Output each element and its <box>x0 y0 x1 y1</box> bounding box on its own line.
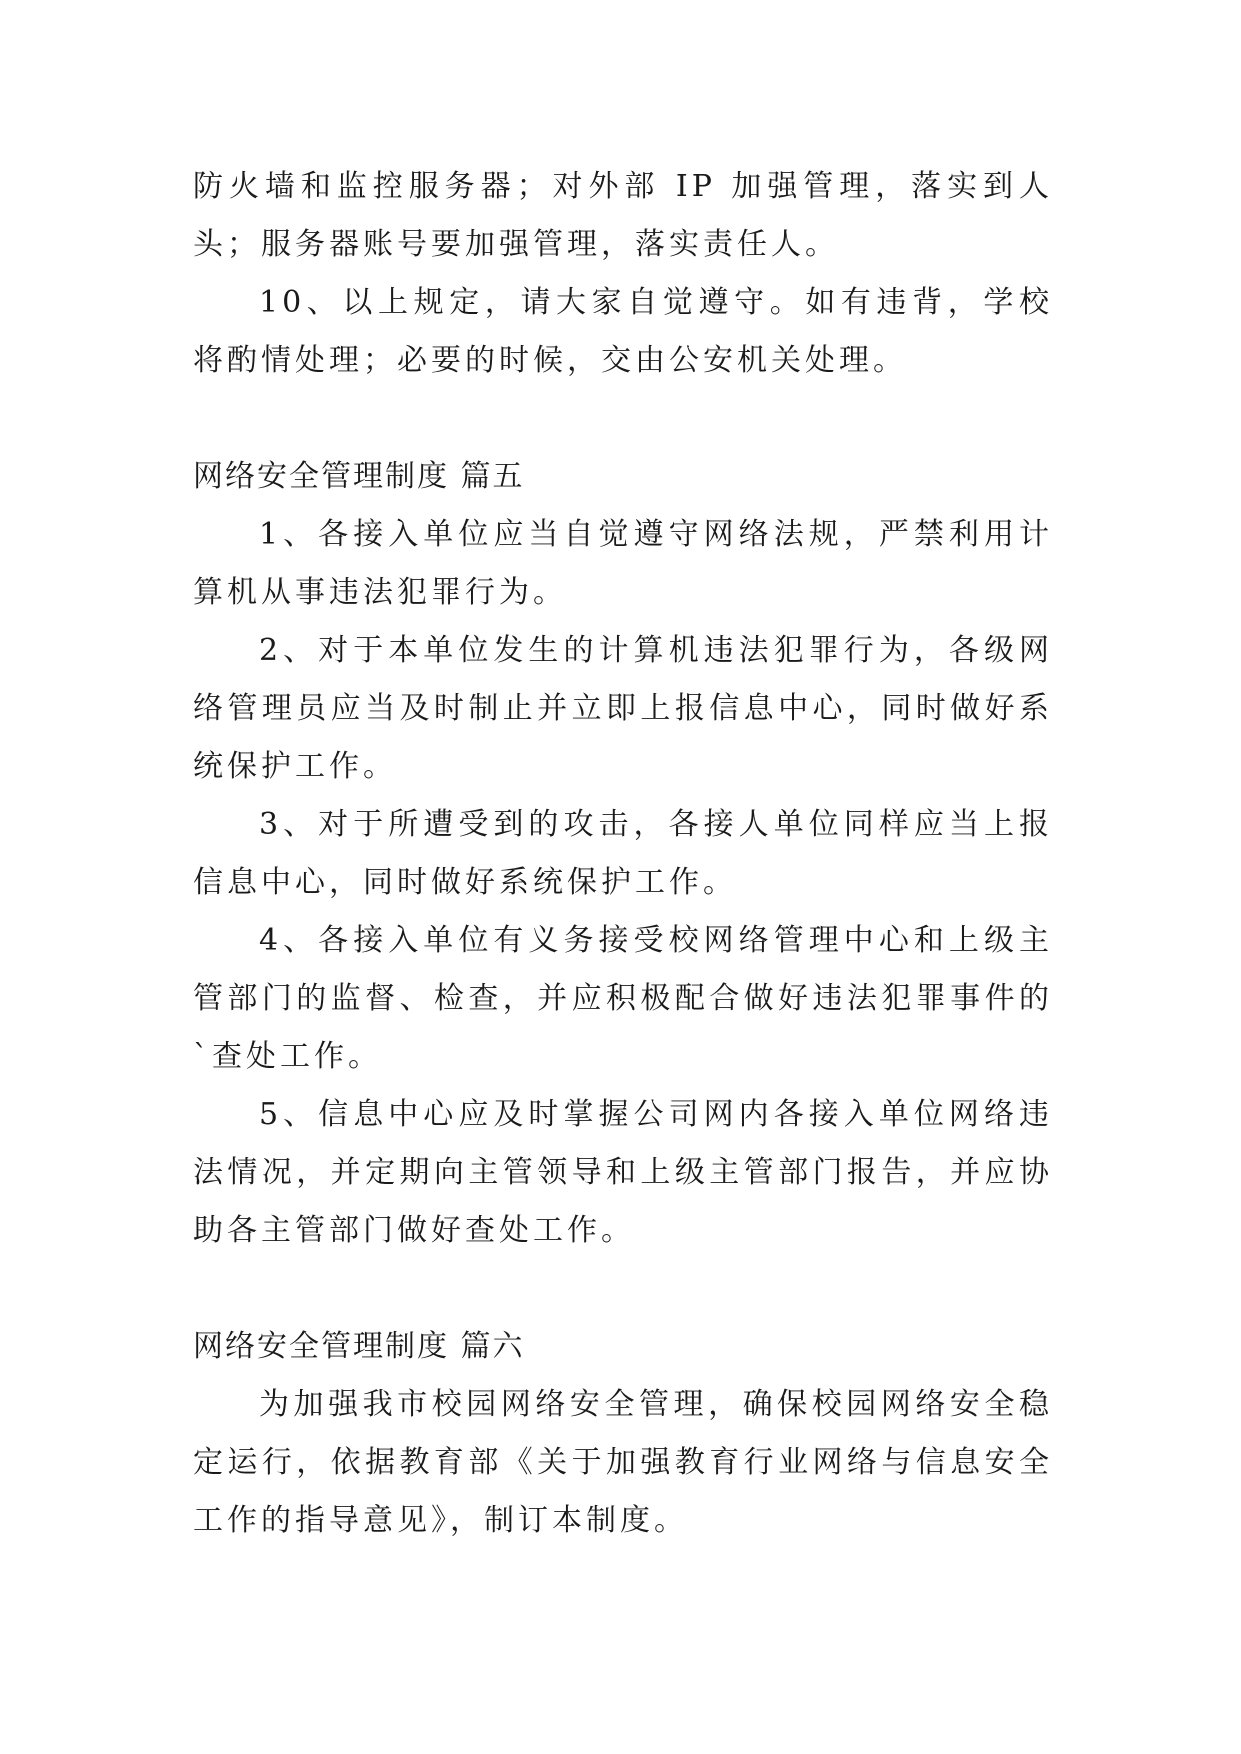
paragraph-rule-10: 10、以上规定，请大家自觉遵守。如有违背，学校将酌情处理；必要的时候，交由公安机关处理。 <box>193 285 1053 378</box>
section-heading-part-6: 网络安全管理制度 篇六 <box>193 1329 525 1364</box>
document-body <box>193 158 1053 1550</box>
paragraph-part5-item-4: 4、各接入单位有义务接受校网络管理中心和上级主管部门的监督、检查，并应积极配合做好违法犯罪事件的`查处工作。 <box>193 923 1053 1074</box>
section-heading-part-5: 网络安全管理制度 篇五 <box>193 459 525 494</box>
paragraph-part5-item-5: 5、信息中心应及时掌握公司网内各接入单位网络违法情况，并定期向主管领导和上级主管部门报告，并应协助各主管部门做好查处工作。 <box>193 1097 1053 1248</box>
paragraph-part5-item-3: 3、对于所遭受到的攻击，各接人单位同样应当上报信息中心，同时做好系统保护工作。 <box>193 807 1053 900</box>
paragraph-firewall-management: 防火墙和监控服务器；对外部 IP 加强管理，落实到人头；服务器账号要加强管理，落实责任人。 <box>193 169 1053 262</box>
paragraph-part6-intro: 为加强我市校园网络安全管理，确保校园网络安全稳定运行，依据教育部《关于加强教育行业网络与信息安全工作的指导意见》，制订本制度。 <box>193 1387 1053 1538</box>
paragraph-part5-item-2: 2、对于本单位发生的计算机违法犯罪行为，各级网络管理员应当及时制止并立即上报信息中心，同时做好系统保护工作。 <box>193 633 1053 784</box>
section-gap <box>193 390 1053 448</box>
section-gap <box>193 1260 1053 1318</box>
paragraph-part5-item-1: 1、各接入单位应当自觉遵守网络法规，严禁利用计算机从事违法犯罪行为。 <box>193 517 1053 610</box>
